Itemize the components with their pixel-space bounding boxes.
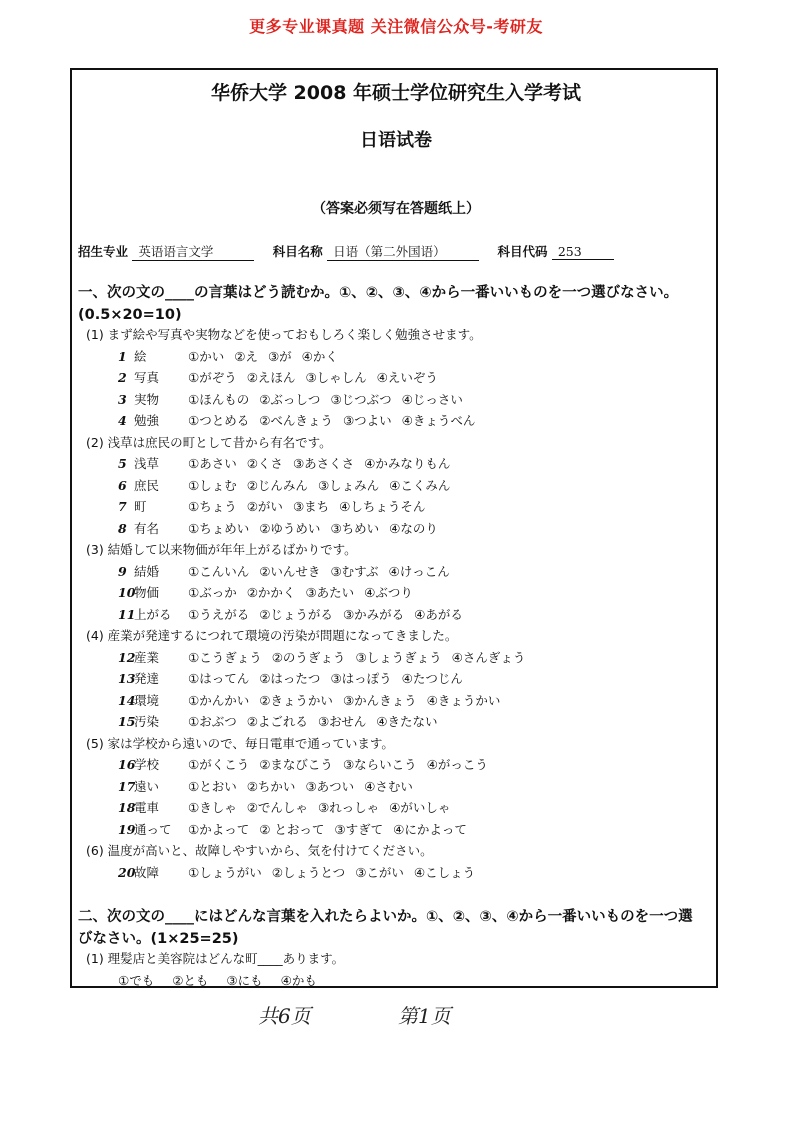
option: ①がぞう <box>188 370 237 385</box>
option: ④さんぎょう <box>451 649 526 665</box>
question-number: 12 <box>118 649 136 665</box>
question-group-sentence: (1) まず絵や写真や実物などを使っておもしろく楽しく勉強させます。 <box>86 327 482 342</box>
question-group-sentence: (6) 温度が高いと、故障しやすいから、気を付けてください。 <box>86 843 433 858</box>
option: ③しょうぎょう <box>355 649 442 665</box>
question-number: 8 <box>118 520 127 536</box>
question-row <box>118 455 460 473</box>
question-number: 16 <box>118 757 136 772</box>
question-row <box>118 412 485 430</box>
option: ③ならいこう <box>342 757 417 772</box>
option: ②はったつ <box>259 671 321 686</box>
question-number: 13 <box>118 671 136 686</box>
question-group-sentence: (2) 浅草は庶民の町として昔から有名です。 <box>86 434 332 450</box>
question-row <box>118 348 348 366</box>
option: ③はっぽう <box>330 671 392 686</box>
promo-banner: 更多专业课真题 关注微信公众号-考研友 <box>249 17 543 36</box>
question-word: 通って <box>134 821 172 837</box>
question-word: 電車 <box>134 800 160 815</box>
question-row <box>118 756 498 774</box>
option: ③かみがる <box>342 606 405 622</box>
option: ④こしょう <box>413 864 476 880</box>
question-word: 故障 <box>134 864 160 880</box>
option: ①はってん <box>188 671 250 686</box>
option: ①ちょめい <box>188 520 250 536</box>
section2-question-1: (1) 理髪店と美容院はどんな町____あります。 <box>86 951 345 966</box>
option: ①ちょう <box>188 499 237 514</box>
question-row <box>118 713 448 731</box>
question-row <box>118 864 485 882</box>
question-row <box>118 606 473 624</box>
option: ②がい <box>246 499 283 514</box>
option: ④がっこう <box>426 757 488 772</box>
option: ①つとめる <box>188 413 250 428</box>
question-row <box>118 821 477 839</box>
question-number: 14 <box>118 692 136 708</box>
question-row <box>118 799 460 817</box>
option: ②いんせき <box>259 563 321 579</box>
question-number: 1 <box>118 348 127 364</box>
question-word: 庶民 <box>134 477 160 493</box>
question-word: 絵 <box>134 348 147 364</box>
question-number: 17 <box>118 778 136 794</box>
question-number: 3 <box>118 391 127 407</box>
option: ②よごれる <box>246 714 308 729</box>
question-word: 勉強 <box>134 413 160 428</box>
option: ④きょうべん <box>401 413 476 428</box>
option: ④なのり <box>389 520 438 536</box>
exam-subtitle: 日语试卷 <box>360 130 432 151</box>
option: ①うえがる <box>188 606 250 622</box>
code-value: 253 <box>552 244 614 260</box>
option: ③こがい <box>355 864 404 880</box>
question-number: 15 <box>118 714 136 729</box>
question-word: 学校 <box>134 757 160 772</box>
option: ②ぶっしつ <box>259 391 321 407</box>
option: ③かんきょう <box>342 692 417 708</box>
question-word: 写真 <box>134 370 160 385</box>
option: ③にも <box>226 973 263 988</box>
question-number: 20 <box>118 864 136 880</box>
option: ③ちめい <box>330 520 380 536</box>
option: ③れっしゃ <box>317 800 380 815</box>
option: ①こんいん <box>188 563 250 579</box>
option: ④かみなりもん <box>364 456 451 471</box>
question-row <box>118 584 423 602</box>
option: ③むすぶ <box>330 563 379 579</box>
option: ④あがる <box>414 606 463 622</box>
question-word: 結婚 <box>134 563 160 579</box>
option: ①おぶつ <box>188 714 237 729</box>
question-row <box>118 778 423 796</box>
question-word: 環境 <box>134 692 160 708</box>
question-number: 7 <box>118 499 127 514</box>
option: ①とおい <box>188 778 237 794</box>
option: ② とおって <box>259 821 325 837</box>
option: ②じょうがる <box>259 606 333 622</box>
option: ①かんかい <box>188 692 250 708</box>
option: ①かい <box>188 348 225 364</box>
option: ②じんみん <box>246 477 308 493</box>
option: ③あたい <box>305 585 355 600</box>
question-group-sentence: (3) 結婚して以来物価が年年上がるばかりです。 <box>86 542 357 557</box>
option: ②きょうかい <box>259 692 333 708</box>
option: ①ほんもの <box>188 391 250 407</box>
option: ①あさい <box>188 456 237 471</box>
question-row <box>118 670 473 688</box>
option: ③まち <box>292 499 330 514</box>
option: ①ぶっか <box>188 585 237 600</box>
option: ④かも <box>280 973 317 988</box>
question-word: 遠い <box>134 778 160 794</box>
option: ②え <box>234 348 258 364</box>
question-word: 実物 <box>134 391 160 407</box>
question-row <box>118 498 435 516</box>
option: ②でんしゃ <box>246 800 308 815</box>
question-number: 10 <box>118 585 136 600</box>
option: ②かかく <box>246 585 296 600</box>
option: ③しゃしん <box>305 370 367 385</box>
option: ④にかよって <box>393 821 467 837</box>
option: ②ちかい <box>246 778 296 794</box>
question-number: 19 <box>118 821 136 837</box>
option: ①しょむ <box>188 477 237 493</box>
question-word: 浅草 <box>134 456 160 471</box>
option: ②とも <box>172 973 209 988</box>
option: ②えほん <box>246 370 296 385</box>
option: ①こうぎょう <box>188 649 262 665</box>
question-row <box>118 477 460 495</box>
question-number: 11 <box>118 606 136 622</box>
option: ④けっこん <box>388 563 450 579</box>
option: ②くさ <box>246 456 283 471</box>
question-number: 4 <box>118 413 127 428</box>
question-number: 2 <box>118 370 127 385</box>
question-number: 6 <box>118 477 127 493</box>
option: ④さむい <box>364 778 413 794</box>
option: ④しちょうそん <box>339 499 426 514</box>
exam-title: 华侨大学 2008 年硕士学位研究生入学考试 <box>210 82 582 104</box>
option: ④こくみん <box>389 477 451 493</box>
option: ②しょうとつ <box>271 864 346 880</box>
option: ①きしゃ <box>188 800 237 815</box>
question-word: 物価 <box>134 585 160 600</box>
option: ②ゆうめい <box>259 520 321 536</box>
question-word: 上がる <box>134 606 172 622</box>
code-label: 科目代码 <box>497 244 548 259</box>
subject-value: 日语（第二外国语） <box>327 242 479 261</box>
option: ③あつい <box>305 778 355 794</box>
question-row <box>118 520 448 538</box>
option: ①しょうがい <box>188 864 262 880</box>
option: ③じつぶつ <box>330 391 392 407</box>
question-word: 有名 <box>134 520 160 536</box>
option: ②まなびこう <box>259 757 333 772</box>
question-row <box>118 692 510 710</box>
major-value: 英语语言文学 <box>132 242 254 261</box>
option: ①でも <box>118 973 155 988</box>
question-number: 5 <box>118 456 127 471</box>
section1-title: 一、次の文の____の言葉はどう読むか。①、②、③、④から一番いいものを一つ選びなさい。(0.5×20=10) <box>78 285 679 323</box>
question-word: 町 <box>134 499 147 514</box>
subject-label: 科目名称 <box>272 244 323 259</box>
option: ④えいぞう <box>376 370 438 385</box>
option: ②のうぎょう <box>271 649 346 665</box>
answer-note: （答案必须写在答题纸上） <box>312 201 480 217</box>
option: ③が <box>267 348 292 364</box>
question-word: 発達 <box>134 671 160 686</box>
option: ④ぶつり <box>364 585 413 600</box>
question-word: 汚染 <box>134 714 160 729</box>
option: ④かく <box>301 348 338 364</box>
question-row <box>118 563 460 581</box>
question-group-sentence: (5) 家は学校から遠いので、毎日電車で通っています。 <box>86 735 394 751</box>
section2-title: 二、次の文の____にはどんな言葉を入れたらよいか。①、②、③、④から一番いいものを一つ選びなさい。(1×25=25) <box>78 909 693 947</box>
question-row <box>118 369 448 387</box>
total-pages-handwritten: 共6页 <box>258 1004 311 1028</box>
option: ②べんきょう <box>259 413 333 428</box>
question-number: 9 <box>118 563 127 579</box>
question-row <box>118 391 473 409</box>
option: ③おせん <box>317 714 367 729</box>
question-word: 産業 <box>134 649 160 665</box>
option: ④がいしゃ <box>389 800 451 815</box>
option: ③しょみん <box>317 477 380 493</box>
question-row <box>118 649 535 667</box>
option: ③あさくさ <box>292 456 355 471</box>
option: ③すぎて <box>334 821 384 837</box>
major-label: 招生专业 <box>78 244 129 259</box>
question-number: 18 <box>118 800 136 815</box>
question-group-sentence: (4) 産業が発達するにつれて環境の汚染が問題になってきました。 <box>86 628 458 643</box>
option: ④じっさい <box>401 391 463 407</box>
exam-info <box>78 242 708 261</box>
option: ④きたない <box>376 714 438 729</box>
option: ④きょうかい <box>426 692 501 708</box>
option: ④たつじん <box>401 671 463 686</box>
option: ③つよい <box>342 413 392 428</box>
option: ①かよって <box>188 821 250 837</box>
section2-question-1-options <box>118 972 331 990</box>
option: ①がくこう <box>188 757 250 772</box>
page-number-handwritten: 第1页 <box>398 1004 451 1028</box>
